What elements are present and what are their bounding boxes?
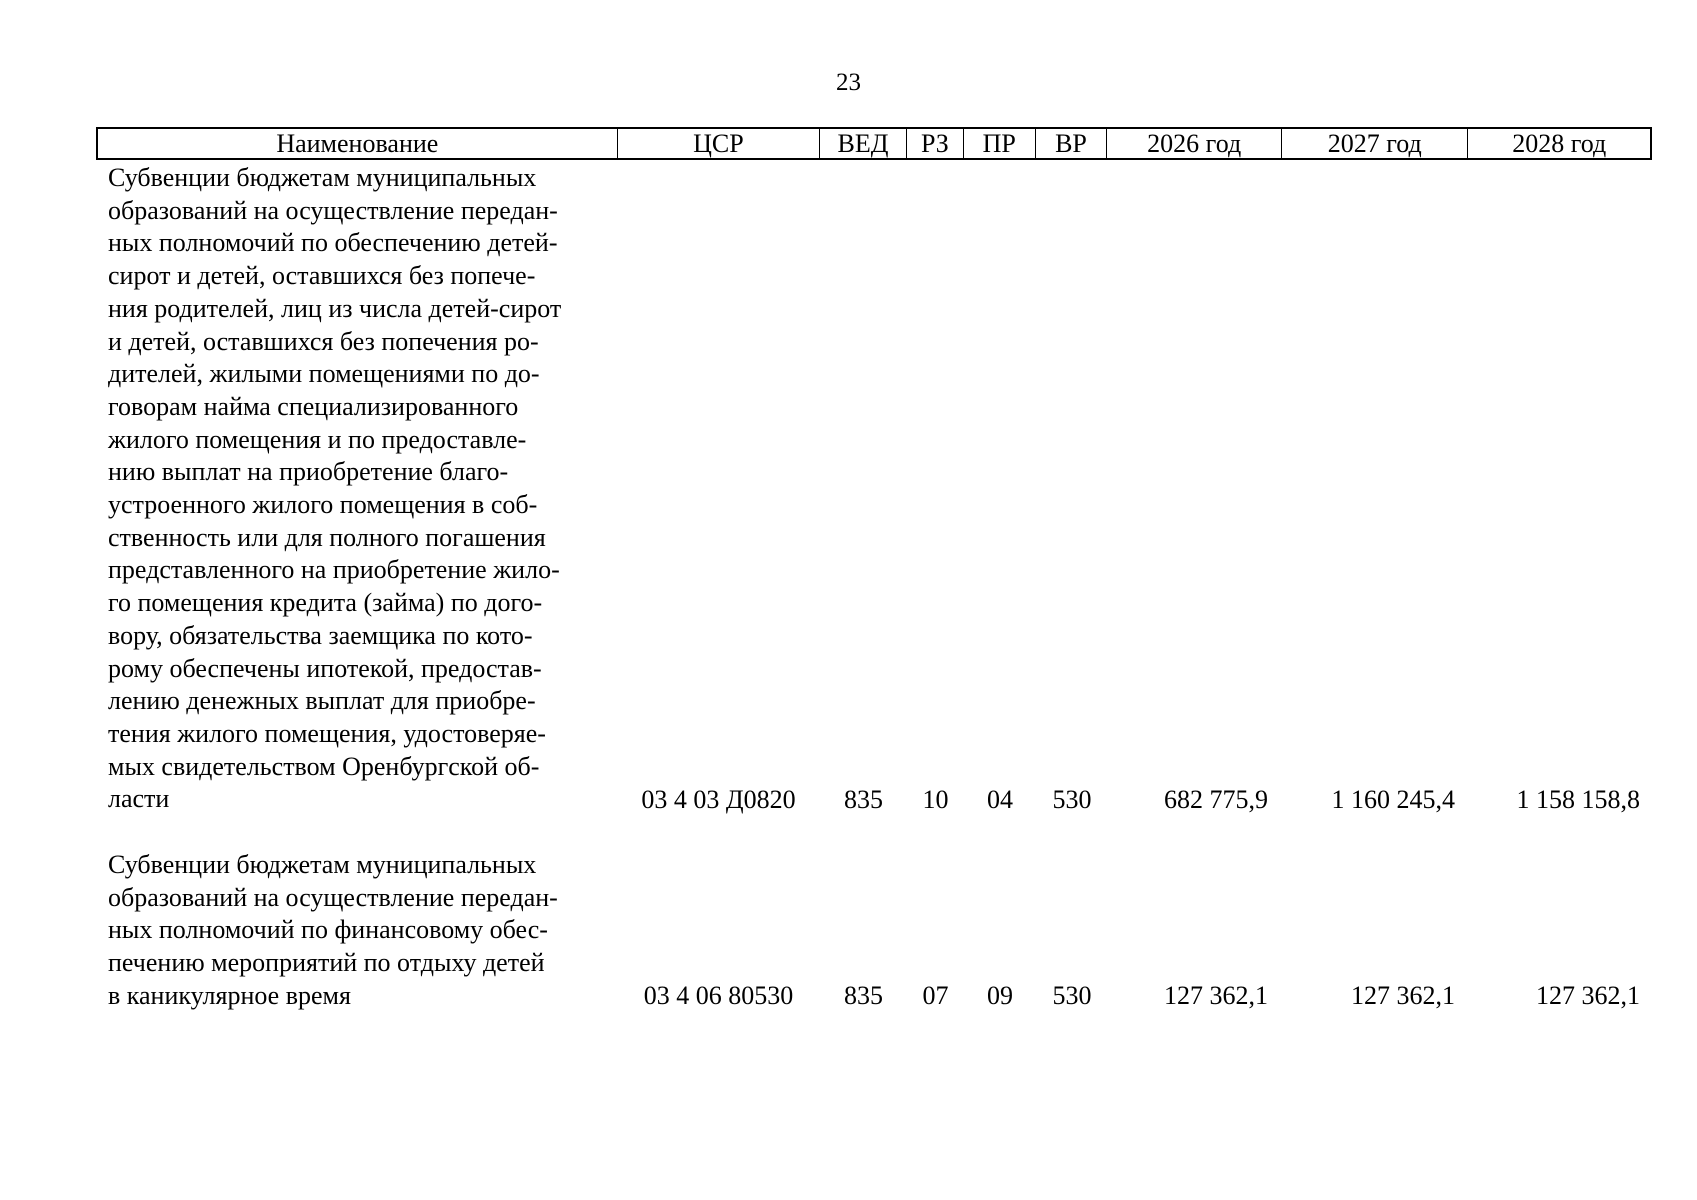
header-pr: ПР (964, 129, 1036, 158)
row-name-line: го помещения кредита (займа) по дого- (108, 588, 543, 618)
header-vr: ВР (1036, 129, 1108, 158)
row-name-line: рому обеспечены ипотекой, предостав- (108, 653, 542, 683)
header-year-2028: 2028 год (1512, 129, 1607, 158)
row-name-line: ных полномочий по обеспечению детей- (108, 228, 558, 258)
row-name-line: в каникулярное время (108, 980, 351, 1010)
row-name (108, 162, 618, 816)
row-name-line: образований на осуществление передан- (108, 882, 558, 912)
cell-year-2026: 682 775,9 (1164, 785, 1268, 814)
row-name-line: ласти (108, 784, 170, 814)
page-number: 23 (836, 69, 861, 96)
header-csr: ЦСР (618, 129, 820, 158)
row-name-line: вору, обязательства заемщика по кото- (108, 620, 533, 650)
row-name-line: ных полномочий по финансовому обес- (108, 915, 548, 945)
row-name-line: тения жилого помещения, удостоверяе- (108, 718, 546, 748)
cell-rz: 07 (922, 981, 949, 1010)
row-name-line: ния родителей, лиц из числа детей-сирот (108, 293, 562, 323)
row-name (108, 849, 618, 1013)
row-name-line: лению денежных выплат для приобре- (108, 686, 536, 716)
header-rz: РЗ (907, 129, 964, 158)
row-name-line: представленного на приобретение жило- (108, 555, 560, 585)
row-name-line: образований на осуществление передан- (108, 195, 558, 225)
cell-csr: 03 4 03 Д0820 (641, 785, 796, 814)
cell-year-2028: 127 362,1 (1536, 981, 1640, 1010)
cell-rz: 10 (922, 785, 949, 814)
cell-ved: 835 (844, 981, 883, 1010)
row-name-line: Субвенции бюджетам муниципальных (108, 850, 537, 879)
cell-ved: 835 (844, 785, 883, 814)
row-name-line: нию выплат на приобретение благо- (108, 457, 509, 487)
row-name-line: дителей, жилыми помещениями по до- (108, 359, 540, 389)
row-name-line: печению мероприятий по отдыху детей (108, 948, 545, 978)
cell-vr: 530 (1052, 981, 1092, 1010)
row-name-line: устроенного жилого помещения в соб- (108, 490, 538, 520)
header-name: Наименование (98, 129, 618, 158)
cell-year-2026: 127 362,1 (1164, 981, 1268, 1010)
cell-year-2028: 1 158 158,8 (1516, 785, 1640, 814)
row-name-line: жилого помещения и по предоставле- (108, 424, 527, 454)
header-year-2026: 2026 год (1107, 129, 1282, 158)
cell-year-2027: 127 362,1 (1351, 981, 1455, 1010)
row-name-line: говорам найма специализированного (108, 391, 519, 421)
row-name-line: и детей, оставшихся без попечения ро- (108, 326, 539, 356)
row-name-line: ственность или для полного погашения (108, 522, 546, 552)
cell-year-2027: 1 160 245,4 (1331, 785, 1455, 814)
row-name-line: Субвенции бюджетам муниципальных (108, 163, 537, 192)
row-name-line: мых свидетельством Оренбургской об- (108, 751, 540, 781)
cell-pr: 04 (987, 785, 1013, 814)
cell-vr: 530 (1052, 785, 1092, 814)
row-name-line: сирот и детей, оставшихся без попече- (108, 261, 536, 291)
cell-csr: 03 4 06 80530 (643, 981, 794, 1010)
cell-pr: 09 (987, 981, 1013, 1010)
header-ved: ВЕД (820, 129, 907, 158)
table-header (96, 127, 1652, 160)
header-year-2027: 2027 год (1282, 129, 1469, 158)
